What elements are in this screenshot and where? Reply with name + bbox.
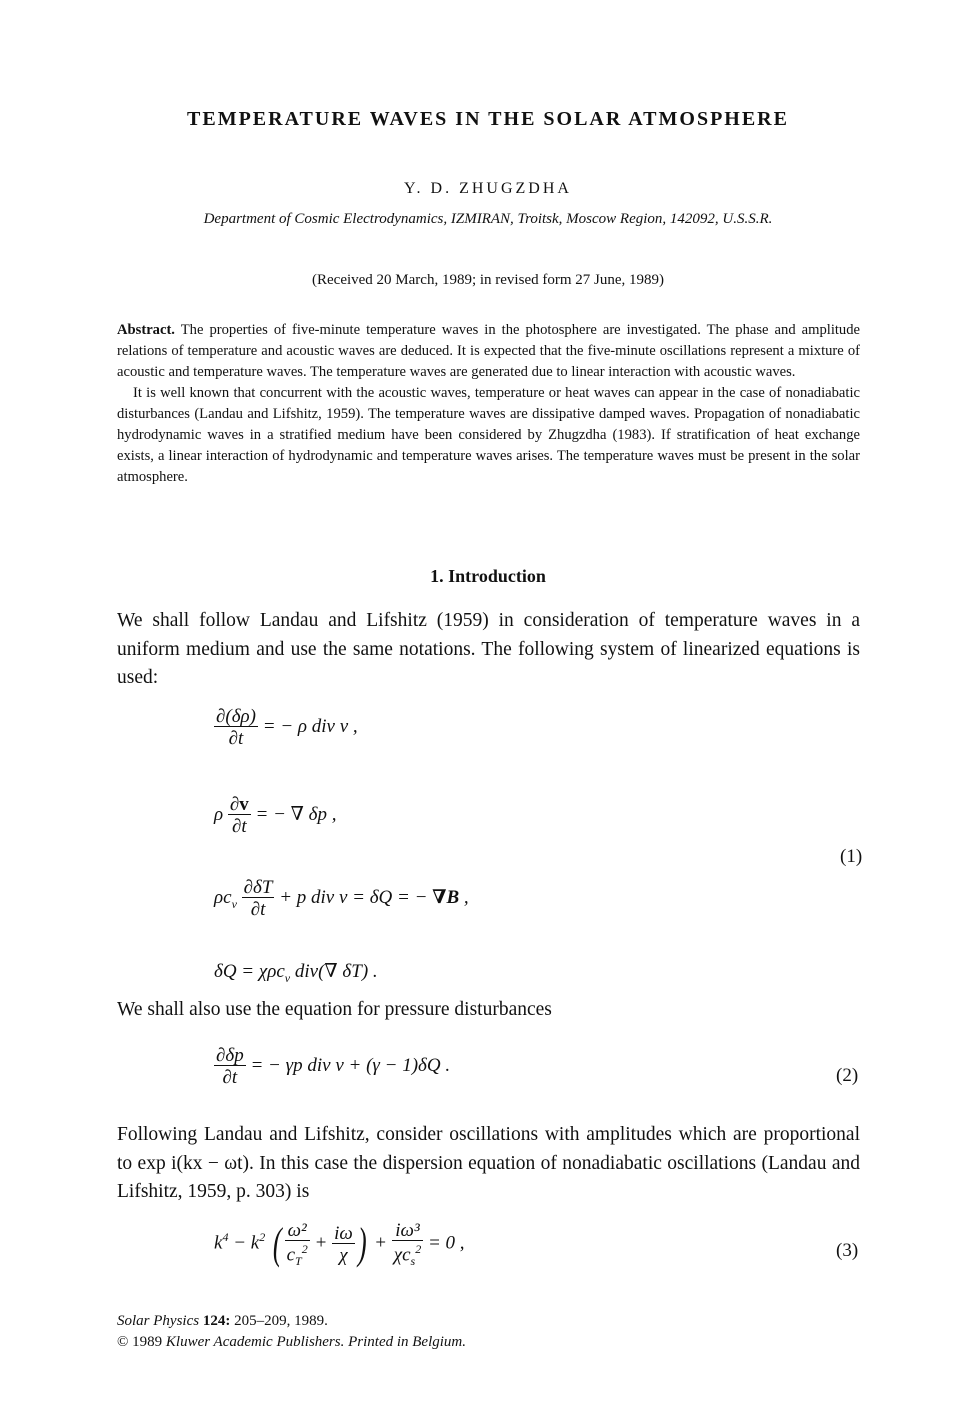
eq1c-numerator: ∂δT [243, 877, 273, 898]
intro-text-2: We shall also use the equation for pressure disturbances [117, 999, 552, 1020]
eq1b-numerator: ∂v [229, 794, 249, 815]
equation-1c [214, 878, 469, 919]
eq2-numerator: ∂δp [216, 1045, 244, 1066]
eq1a-numerator: ∂(δρ) [216, 706, 256, 727]
eq2-rhs: = − γp div v + (γ − 1)δQ . [250, 1054, 451, 1076]
eq3-fraction-1: $\frac{\text{ω²}}{c_T^2}$ [286, 1220, 308, 1269]
eq3-right-paren: ) [357, 1219, 367, 1269]
intro-paragraph-2 [117, 996, 860, 1025]
eq1c-denominator: ∂t [242, 897, 275, 919]
intro-paragraph-3 [117, 1121, 860, 1207]
equation-3: $k^4 - k^2$ ( $\frac{\text{ω²}}{c_T^2}$ + $\frac{i\omega}{\chi}$ ) + $\frac{\text{iω³}}{\chi c_s^2}$ = 0 , [214, 1219, 465, 1269]
eq2-denominator: ∂t [214, 1065, 246, 1087]
abstract-label: Abstract. [117, 322, 175, 338]
eq1c-lhs: $\rho c_v$ [214, 886, 237, 911]
eq3-left-paren: ( [272, 1219, 282, 1269]
footer-citation: Solar Physics 124: 205–209, 1989. [117, 1313, 328, 1329]
abstract [117, 320, 860, 488]
abstract-paragraph-2: It is well known that concurrent with the acoustic waves, temperature or heat waves can appear in the case of nonadiabatic disturbances (Landau and Lifshitz, 1959). The temperature waves are dissipative damped waves. Propagation of nonadiabatic hydrodynamic waves in a stratified medium have been considered by Zhugzdha (1983). If stratification of heat exchange exists, a linear interaction of hydrodynamic and temperature waves arises. The temperature waves must be present in the solar atmosphere. [117, 385, 860, 485]
eq3-fraction-3: $\frac{\text{iω³}}{\chi c_s^2}$ [393, 1220, 422, 1269]
equation-3-number: (3) [836, 1240, 859, 1261]
author-name: Y. D. ZHUGZDHA [404, 180, 572, 197]
eq1a-rhs: = − ρ div v , [262, 715, 358, 737]
eq1b-rhs: = − ∇ δp , [255, 803, 337, 825]
footer [117, 1311, 466, 1353]
equation-1-number: (1) [840, 846, 863, 867]
intro-text-3: Following Landau and Lifshitz, consider oscillations with amplitudes which are proportional to exp i(kx − ωt). In this case the dispersion equation of nonadiabatic oscillations (Landau and Lifshitz, 1959, p. 303) is [117, 1124, 860, 1202]
abstract-text-1: The properties of five-minute temperature waves in the photosphere are investigated. The phase and amplitude relations of temperature and acoustic waves are deduced. It is expected that the five-minute oscillations represent a mixture of acoustic and temperature waves. The temperature waves are generated due to linear interaction with acoustic waves. [117, 322, 860, 380]
eq1b-fraction [228, 795, 251, 836]
intro-text-1: We shall follow Landau and Lifshitz (1959) in consideration of temperature waves in a uniform medium and use the same notations. The following system of linearized equations is used: [117, 610, 860, 688]
section-heading: 1. Introduction [430, 566, 546, 586]
abstract-paragraph-1 [117, 320, 860, 383]
equation-2-number: (2) [836, 1065, 859, 1086]
eq1a-fraction [214, 707, 258, 748]
received-dates: (Received 20 March, 1989; in revised form 27 June, 1989) [312, 272, 664, 288]
author-affiliation: Department of Cosmic Electrodynamics, IZMIRAN, Troitsk, Moscow Region, 142092, U.S.S.R. [203, 211, 773, 227]
eq3-fraction-2: $\frac{i\omega}{\chi}$ [334, 1222, 353, 1266]
equation-1a [214, 707, 358, 748]
eq1b-denominator: ∂t [228, 814, 251, 836]
eq1c-rhs: + p div v = δQ = − ∇B , [279, 886, 469, 908]
eq1b-lhs: ρ [214, 803, 224, 825]
eq2-fraction [214, 1046, 246, 1087]
equation-1d: δQ = χρc$_v$ div(∇ δT) . [214, 961, 378, 985]
eq1a-denominator: ∂t [214, 726, 258, 748]
footer-copyright: © 1989 Kluwer Academic Publishers. Printed in Belgium. [117, 1334, 467, 1350]
intro-paragraph-1 [117, 607, 860, 693]
equation-1b [214, 795, 337, 836]
paper-title: TEMPERATURE WAVES IN THE SOLAR ATMOSPHERE [187, 108, 789, 130]
equation-2 [214, 1046, 450, 1087]
eq1c-fraction [242, 878, 275, 919]
